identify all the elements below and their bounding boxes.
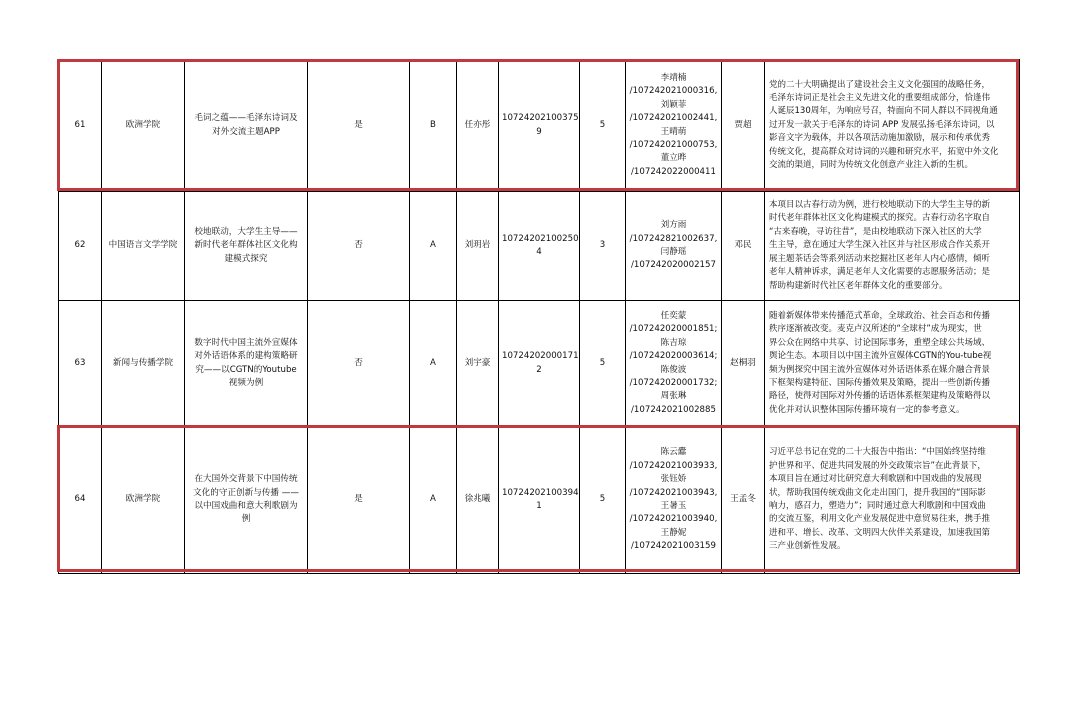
summary-cell-line: 三产业创新性发展。 bbox=[769, 541, 846, 552]
project-title-cell-line: 在大国外交背景下中国传统 bbox=[194, 474, 298, 485]
members-cell-line: 陈云蠹 bbox=[660, 447, 687, 458]
project-title-cell-line: 数字时代中国主流外宣媒体 bbox=[194, 337, 298, 348]
summary-cell-line: 舆论生态。本项目以中国主流外宣媒体CGTN的You-tube视 bbox=[769, 351, 992, 362]
members-cell-line: 闫静瑶 bbox=[660, 247, 687, 257]
project-title-cell bbox=[185, 301, 308, 427]
summary-cell bbox=[765, 301, 1020, 427]
summary-cell-line: 频为例探究中国主流外宣媒体对外话语体系在媒介融合背景 bbox=[769, 364, 991, 375]
row-number-cell: 61 bbox=[59, 60, 102, 192]
summary-cell-line: 进和平、增长、改革、文明四大伙伴关系建设，加速我国第 bbox=[769, 527, 991, 538]
row-number-cell: 62 bbox=[59, 192, 102, 301]
summary-cell-line: 随着新媒体带来传播范式革命，全球政治、社会百态和传播 bbox=[769, 310, 991, 321]
project-title-cell-line: 对外话语体系的建构策略研 bbox=[194, 351, 298, 362]
members-cell-line: 刘方雨 bbox=[660, 220, 687, 231]
members-cell-line: /107242021003940, bbox=[629, 514, 718, 525]
grade-cell: B bbox=[410, 60, 457, 192]
is-key-cell: 是 bbox=[308, 427, 410, 574]
members-cell-line: /107242021003933, bbox=[629, 460, 718, 471]
project-title-cell-line: 以中国戏曲和意大利歌剧为 bbox=[194, 501, 298, 511]
project-table bbox=[58, 59, 1020, 574]
members-cell-line: 周张琳 bbox=[660, 391, 687, 402]
college-cell: 欧洲学院 bbox=[102, 60, 185, 192]
summary-cell-line: 习近平总书记在党的二十大报告中指出：“中国始终坚持维 bbox=[769, 447, 986, 458]
summary-cell-line: 秩序逐渐被改变。麦克卢汉所述的“全球村”成为现实，世 bbox=[769, 324, 982, 335]
members-cell-line: /107242021002441, bbox=[629, 113, 718, 124]
summary-cell-line: 状，帮助我国传统戏曲文化走出国门，提升我国的“国际影 bbox=[769, 487, 986, 498]
summary-cell-line: 护世界和平、促进共同发展的外交政策宗旨”在此背景下， bbox=[769, 460, 986, 471]
members-cell-line: /107242020003614; bbox=[629, 351, 718, 362]
leader-cell: 刘玥岩 bbox=[457, 192, 499, 301]
college-cell: 新闻与传播学院 bbox=[102, 301, 185, 427]
summary-cell-line: 帮助构建新时代社区老年群体文化的重要部分。 bbox=[769, 280, 948, 291]
members-cell-line: /107242020001851; bbox=[629, 324, 718, 335]
leader-cell: 刘宇豪 bbox=[457, 301, 499, 427]
row-number-cell: 63 bbox=[59, 301, 102, 427]
summary-cell-line: 毛泽东诗词正是社会主义先进文化的重要组成部分，恰逢伟 bbox=[769, 92, 991, 103]
members-cell-line: 董立晔 bbox=[660, 153, 687, 164]
members-cell-line: /107242021003159 bbox=[631, 541, 716, 552]
summary-cell-line: “古来春晚，寻访往昔”，是由校地联动下深入社区的大学 bbox=[769, 226, 982, 237]
table-row bbox=[59, 60, 1020, 192]
row-number-cell: 64 bbox=[59, 427, 102, 574]
summary-cell bbox=[765, 427, 1020, 574]
summary-cell-line: 本项目以古春行动为例，进行校地联动下的大学生主导的新 bbox=[769, 200, 991, 211]
student-id-cell-line: 2 bbox=[536, 364, 542, 375]
is-key-cell: 否 bbox=[308, 301, 410, 427]
summary-cell-line: 党的二十大明确提出了建设社会主义文化强国的战略任务， bbox=[769, 79, 991, 90]
summary-cell-line: 影音文字为载体，并以各项活动施加激励，展示和传承优秀 bbox=[769, 133, 991, 144]
members-cell-line: 王静妮 bbox=[660, 527, 687, 538]
members-cell-line: 李靖楠 bbox=[660, 72, 687, 83]
member-count-cell: 5 bbox=[580, 301, 626, 427]
members-cell bbox=[626, 60, 722, 192]
summary-cell bbox=[765, 192, 1020, 301]
college-cell: 欧洲学院 bbox=[102, 427, 185, 574]
is-key-cell: 是 bbox=[308, 60, 410, 192]
member-count-cell: 3 bbox=[580, 192, 626, 301]
summary-cell-line: 人诞辰130周年，为响应号召，特面向不同人群以不同视角通 bbox=[769, 106, 998, 117]
summary-cell-line: 路径，使得对国际对外传播的话语体系框架建构及策略得以 bbox=[769, 391, 991, 402]
student-id-cell bbox=[499, 192, 580, 301]
project-title-cell-line: 视频为例 bbox=[228, 377, 264, 388]
project-title-cell bbox=[185, 60, 308, 192]
summary-cell-line: 展主题茶话会等系列活动来挖掘社区老年人内心感情，倾听 bbox=[769, 253, 991, 264]
student-id-cell bbox=[499, 60, 580, 192]
project-title-cell-line: 究——以CGTN的Youtube bbox=[195, 364, 297, 375]
members-cell-line: 陈俊波 bbox=[660, 364, 687, 375]
leader-cell: 徐兆曦 bbox=[457, 427, 499, 574]
student-id-cell bbox=[499, 427, 580, 574]
members-cell bbox=[626, 427, 722, 574]
table-row bbox=[59, 427, 1020, 574]
summary-cell-line: 响力，感召力，塑造力”；同时通过意大利歌剧和中国戏曲 bbox=[769, 501, 986, 511]
summary-cell-line: 的交流互鉴，利用文化产业发展促进中意贸易往来，携手推 bbox=[769, 514, 991, 525]
student-id-cell bbox=[499, 301, 580, 427]
project-title-cell-line: 例 bbox=[241, 514, 251, 525]
members-cell-line: 张钰娇 bbox=[660, 474, 687, 485]
members-cell-line: /107242821002637, bbox=[629, 233, 718, 244]
summary-cell-line: 生主导，意在通过大学生深入社区并与社区形成合作关系开 bbox=[769, 240, 991, 251]
project-title-cell-line: 建模式探究 bbox=[224, 253, 268, 264]
table-row bbox=[59, 301, 1020, 427]
members-cell-line: /107242021000316, bbox=[629, 86, 718, 97]
summary-cell-line: 交流的渠道，同时为传统文化创意产业注入新的生机。 bbox=[769, 160, 974, 171]
project-title-cell-line: 毛词之蕴——毛泽东诗词及 bbox=[194, 113, 298, 124]
is-key-cell: 否 bbox=[308, 192, 410, 301]
members-cell-line: 王暑玉 bbox=[660, 501, 687, 511]
student-id-cell-line: 4 bbox=[536, 247, 542, 257]
project-title-cell-line: 对外交流主题APP bbox=[212, 126, 280, 137]
members-cell bbox=[626, 192, 722, 301]
table-row bbox=[59, 192, 1020, 301]
summary-cell-line: 时代老年群体社区文化构建模式的探究。古春行动名字取自 bbox=[769, 213, 991, 224]
members-cell-line: /107242022000411 bbox=[631, 166, 716, 177]
project-title-cell-line: 校地联动，大学生主导—— bbox=[194, 226, 298, 237]
student-id-cell-line: 9 bbox=[536, 126, 542, 137]
summary-cell-line: 传统文化，提高群众对诗词的兴趣和研究水平，拓宽中外文化 bbox=[769, 146, 999, 157]
member-count-cell: 5 bbox=[580, 427, 626, 574]
project-title-cell-line: 文化的守正创新与传播 —— bbox=[193, 487, 299, 498]
student-id-cell-line: 10724202100250 bbox=[502, 233, 579, 244]
advisor-cell: 邓民 bbox=[722, 192, 765, 301]
members-cell-line: /107242021003943, bbox=[629, 487, 718, 498]
summary-cell-line: 下框架构建特征、国际传播效果及策略，提出一些创新传播 bbox=[769, 377, 991, 388]
grade-cell: A bbox=[410, 427, 457, 574]
members-cell-line: 刘颖菲 bbox=[660, 99, 687, 110]
summary-cell-line: 过开发一款关于毛泽东的诗词 APP 发展弘扬毛泽东诗词，以 bbox=[769, 119, 995, 130]
members-cell-line: 陈吉琼 bbox=[660, 337, 687, 348]
summary-cell bbox=[765, 60, 1020, 192]
summary-cell-line: 界公众在网络中共享、讨论国际事务，重塑全球公共场域、 bbox=[769, 337, 991, 348]
members-cell-line: 任奕蒙 bbox=[660, 310, 687, 321]
members-cell-line: /107242021000753, bbox=[629, 139, 718, 150]
college-cell: 中国语言文学学院 bbox=[102, 192, 185, 301]
student-id-cell-line: 10724202100394 bbox=[502, 487, 579, 498]
members-cell-line: /107242020001732; bbox=[629, 377, 718, 388]
summary-cell-line: 老年人精神诉求，满足老年人文化需要的志愿服务活动；是 bbox=[769, 267, 991, 278]
advisor-cell: 贾超 bbox=[722, 60, 765, 192]
member-count-cell: 5 bbox=[580, 60, 626, 192]
project-title-cell bbox=[185, 427, 308, 574]
grade-cell: A bbox=[410, 301, 457, 427]
student-id-cell-line: 1 bbox=[536, 501, 542, 511]
summary-cell-line: 本项目旨在通过对比研究意大利歌剧和中国戏曲的发展现 bbox=[769, 474, 982, 485]
grade-cell: A bbox=[410, 192, 457, 301]
members-cell-line: 王晴萌 bbox=[660, 126, 687, 137]
student-id-cell-line: 10724202000171 bbox=[502, 351, 579, 362]
advisor-cell: 王孟冬 bbox=[722, 427, 765, 574]
leader-cell: 任亦彤 bbox=[457, 60, 499, 192]
project-title-cell-line: 新时代老年群体社区文化构 bbox=[194, 240, 298, 251]
student-id-cell-line: 10724202100375 bbox=[502, 113, 579, 124]
advisor-cell: 赵桐羽 bbox=[722, 301, 765, 427]
members-cell-line: /107242020002157 bbox=[631, 260, 716, 271]
summary-cell-line: 优化并对认识整体国际传播环境有一定的参考意义。 bbox=[769, 404, 965, 415]
members-cell bbox=[626, 301, 722, 427]
project-title-cell bbox=[185, 192, 308, 301]
members-cell-line: /107242021002885 bbox=[631, 404, 716, 415]
